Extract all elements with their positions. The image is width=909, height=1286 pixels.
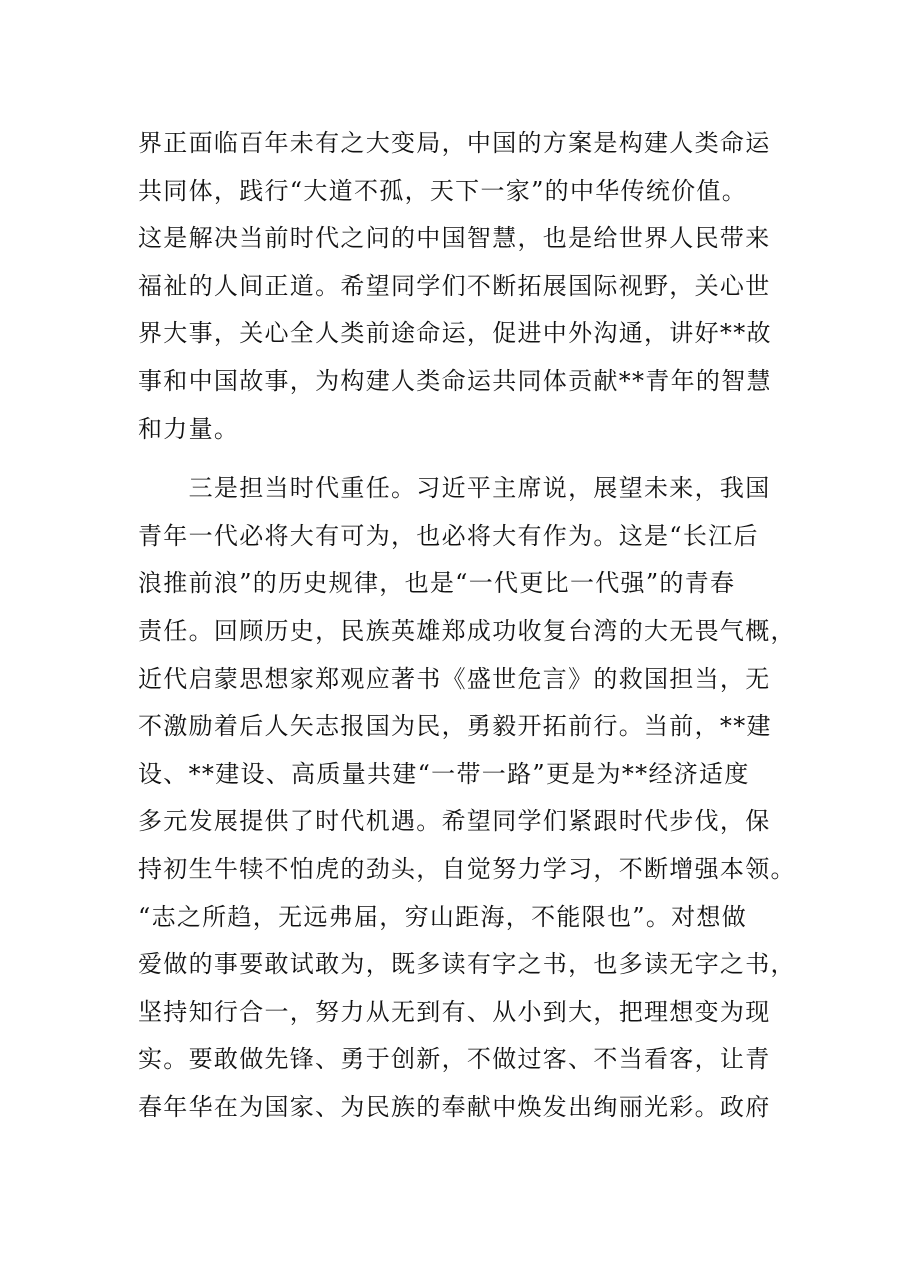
- text-line: 实。要敢做先锋、勇于创新，不做过客、不当看客，让青: [138, 1045, 771, 1074]
- text-line: 爱做的事要敢试敢为，既多读有字之书，也多读无字之书，: [138, 950, 796, 979]
- text-line: 事和中国故事，为构建人类命运共同体贡献**青年的智慧: [138, 366, 772, 395]
- text-line: 坚持知行合一，努力从无到有、从小到大，把理想变为现: [138, 997, 771, 1026]
- document-body: [138, 120, 796, 1131]
- text-line: 这是解决当前时代之问的中国智慧，也是给世界人民带来: [138, 224, 771, 253]
- text-line: 和力量。: [138, 414, 240, 443]
- text-line: 设、**建设、高质量共建“一带一路”更是为**经济适度: [138, 759, 750, 788]
- paragraph-spacer: [138, 453, 778, 465]
- text-line: 浪推前浪”的历史规律，也是“一代更比一代强”的青春: [138, 569, 736, 598]
- paragraph-2: [138, 465, 796, 1131]
- text-line: 青年一代必将大有可为，也必将大有作为。这是“长江后: [138, 521, 759, 550]
- text-line: “志之所趋，无远弗届，穷山距海，不能限也”。对想做: [138, 902, 748, 931]
- text-line: 三是担当时代重任。习近平主席说，展望未来，我国: [138, 474, 771, 503]
- text-line: 界正面临百年未有之大变局，中国的方案是构建人类命运: [138, 129, 771, 157]
- text-line: 春年华在为国家、为民族的奉献中焕发出绚丽光彩。政府: [138, 1092, 771, 1121]
- text-line: 近代启蒙思想家郑观应著书《盛世危言》的救国担当，无: [138, 664, 771, 693]
- paragraph-1: [138, 120, 778, 453]
- text-line: 界大事，关心全人类前途命运，促进中外沟通，讲好**故: [138, 319, 772, 348]
- text-line: 不激励着后人矢志报国为民，勇毅开拓前行。当前，**建: [138, 712, 772, 741]
- text-line: 多元发展提供了时代机遇。希望同学们紧跟时代步伐，保: [138, 807, 771, 836]
- text-line: 持初生牛犊不怕虎的劲头，自觉努力学习，不断增强本领。: [138, 854, 796, 883]
- text-line: 责任。回顾历史，民族英雄郑成功收复台湾的大无畏气概，: [138, 616, 796, 645]
- text-line: 共同体，践行“大道不孤，天下一家”的中华传统价值。: [138, 176, 748, 205]
- text-line: 福祉的人间正道。希望同学们不断拓展国际视野，关心世: [138, 271, 771, 300]
